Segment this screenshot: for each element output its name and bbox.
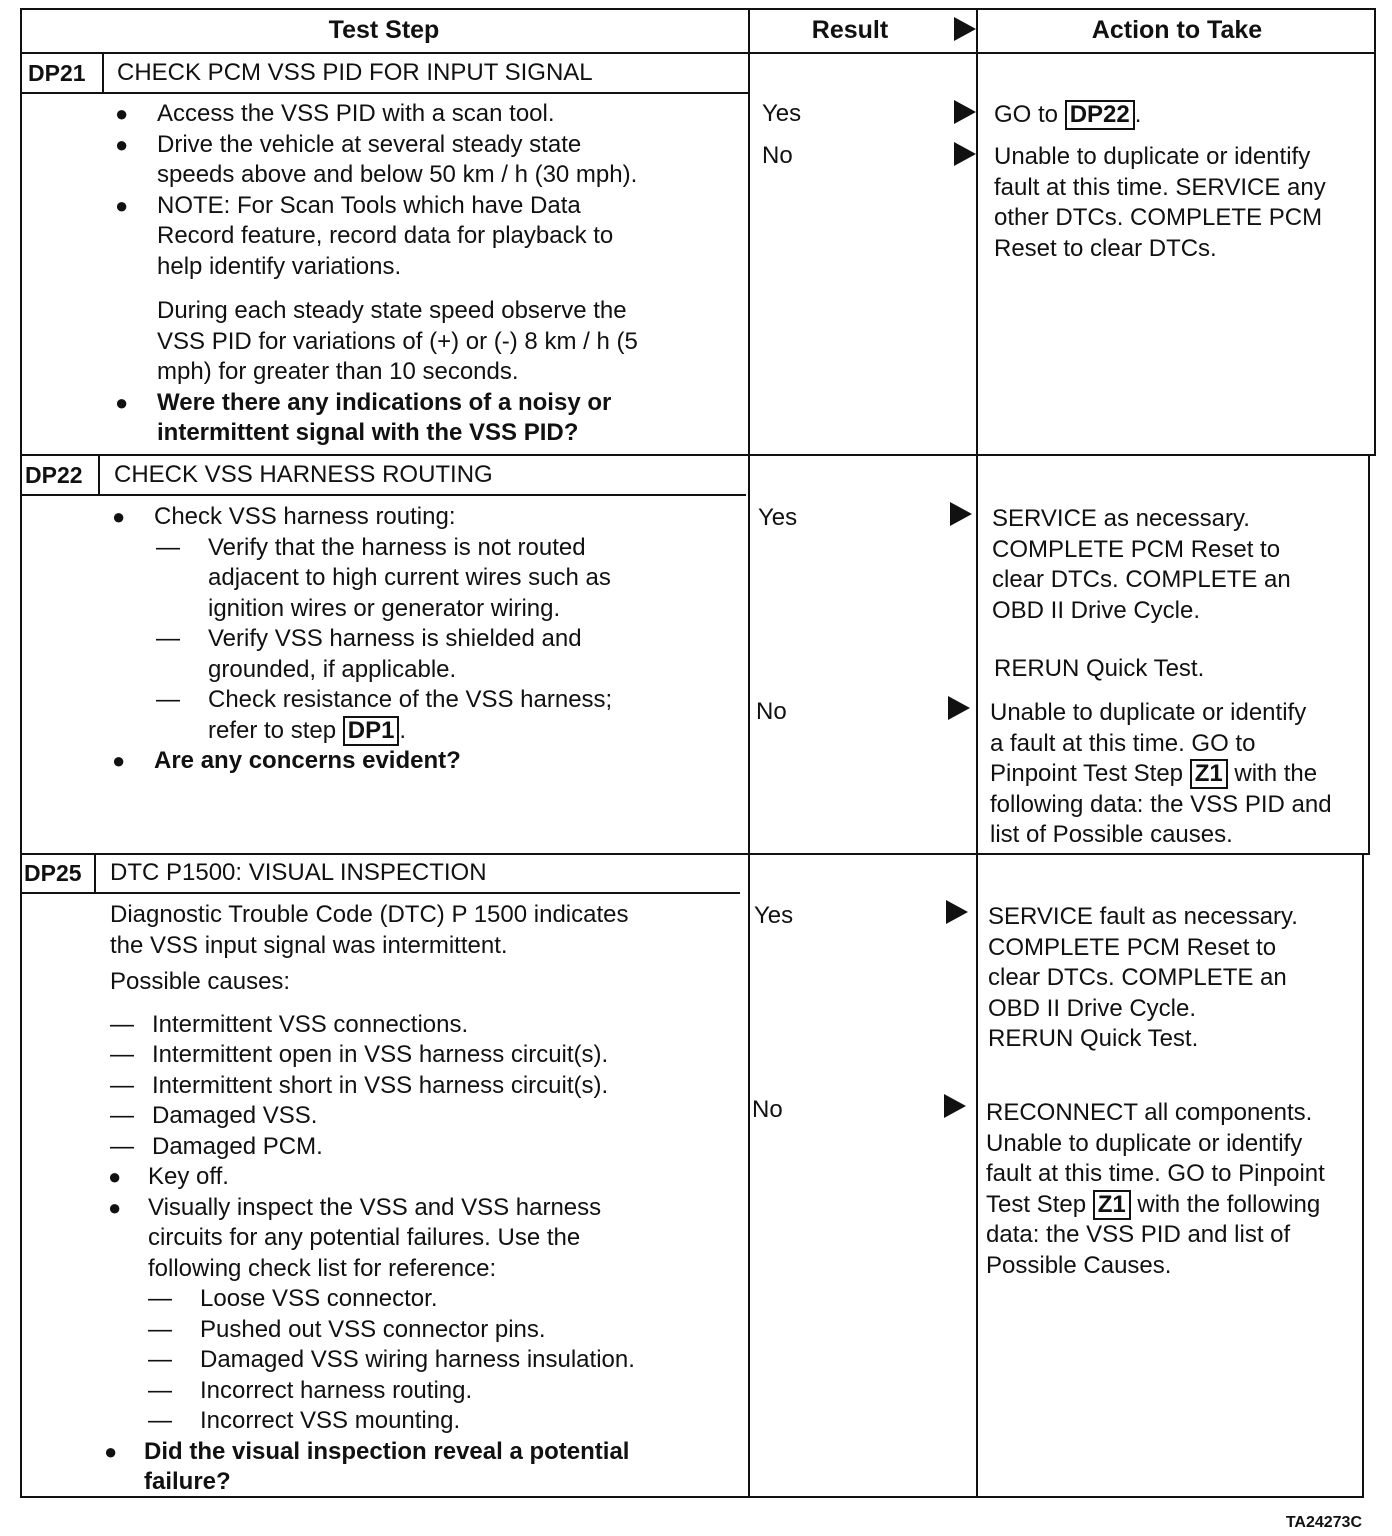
dp21-question-b: intermittent signal with the VSS PID? xyxy=(157,419,579,446)
dash-icon: — xyxy=(148,1407,172,1434)
dp25-no-line-6: Possible Causes. xyxy=(986,1251,1172,1279)
dp21-step-1: Access the VSS PID with a scan tool. xyxy=(157,100,555,127)
z1-ref-box: Z1 xyxy=(1093,1190,1131,1220)
bullet-icon: ● xyxy=(108,1164,122,1189)
header-action: Action to Take xyxy=(1091,16,1263,44)
dash-icon: — xyxy=(110,1010,134,1038)
bullet-icon: ● xyxy=(104,1438,118,1464)
dp25-no-arrow-icon xyxy=(944,1094,966,1118)
dp21-result-yes: Yes xyxy=(762,100,802,127)
dp22-step-1: Check VSS harness routing: xyxy=(154,503,456,530)
dp22-yes-line-1: SERVICE as necessary. xyxy=(992,505,1250,532)
dp25-step-2a: Visually inspect the VSS and VSS harness xyxy=(148,1193,602,1221)
dash-icon: — xyxy=(110,1132,134,1160)
dp21-title-underline xyxy=(20,92,750,94)
header-bottom-border xyxy=(20,52,1376,54)
dp22-check-2a: Verify VSS harness is shielded and xyxy=(208,625,582,652)
dp22-bottom-border xyxy=(20,853,1370,855)
dp25-no-line-4 xyxy=(986,1190,1364,1221)
dash-icon: — xyxy=(148,1346,172,1373)
dp22-yes-line-2: COMPLETE PCM Reset to xyxy=(992,535,1281,563)
dp25-cause-3: Intermittent short in VSS harness circuit(s). xyxy=(152,1071,609,1099)
dash-icon: — xyxy=(156,533,180,561)
result-column-divider xyxy=(748,8,750,1498)
table-top-border xyxy=(20,8,1376,10)
dp22-yes-line-4: OBD II Drive Cycle. xyxy=(992,596,1201,624)
dp25-no-line-5: data: the VSS PID and list of xyxy=(986,1221,1291,1248)
dp25-cause-4: Damaged VSS. xyxy=(152,1102,318,1129)
dp25-id-divider xyxy=(94,853,96,894)
dp22-question: Are any concerns evident? xyxy=(154,747,461,774)
bullet-icon: ● xyxy=(115,101,129,126)
dp22-no-line-1: Unable to duplicate or identify xyxy=(990,699,1307,726)
dp25-cause-2: Intermittent open in VSS harness circuit(s). xyxy=(152,1041,609,1068)
dp22-no-arrow-icon xyxy=(948,696,970,720)
dp25-no-line-1: RECONNECT all components. xyxy=(986,1099,1313,1126)
dp22-check-1c: ignition wires or generator wiring. xyxy=(208,594,561,622)
dp21-result-no: No xyxy=(762,142,793,169)
dash-icon: — xyxy=(110,1041,134,1068)
dp25-check-2: Pushed out VSS connector pins. xyxy=(200,1315,546,1343)
bullet-icon: ● xyxy=(112,748,126,773)
dp21-bottom-border xyxy=(20,454,1376,456)
header-arrow-icon xyxy=(954,17,976,41)
dp22-result-no: No xyxy=(756,698,787,725)
dp22-action-no xyxy=(990,698,1368,851)
dp21-goto-label: GO to xyxy=(994,101,1059,128)
bullet-icon: ● xyxy=(115,131,129,157)
dp25-title: DTC P1500: VISUAL INSPECTION xyxy=(110,859,487,886)
dp22-no-line-3 xyxy=(990,759,1368,790)
dp22-title-underline xyxy=(20,494,746,496)
dp25-yes-line-5: RERUN Quick Test. xyxy=(988,1025,1199,1052)
dash-icon: — xyxy=(156,625,180,652)
header-result: Result xyxy=(811,16,889,44)
dp21-no-line-1: Unable to duplicate or identify xyxy=(994,143,1311,170)
dp22-yes-arrow-icon xyxy=(950,502,972,526)
dp25-check-1: Loose VSS connector. xyxy=(200,1285,438,1312)
figure-code: TA24273C xyxy=(1285,1514,1362,1531)
dp25-cause-1: Intermittent VSS connections. xyxy=(152,1010,469,1038)
dp22-result-yes: Yes xyxy=(758,504,798,531)
dash-icon: — xyxy=(110,1071,134,1099)
dp25-check-4: Incorrect harness routing. xyxy=(200,1376,473,1404)
dp22-check-3a: Check resistance of the VSS harness; xyxy=(208,686,613,713)
dp21-action-no xyxy=(994,142,1372,264)
dash-icon: — xyxy=(110,1102,134,1129)
dp21-yes-arrow-icon xyxy=(954,100,976,124)
left-border xyxy=(20,8,22,1498)
dp22-id: DP22 xyxy=(25,462,83,488)
dp25-question-a: Did the visual inspection reveal a potential xyxy=(144,1437,630,1465)
dp21-para-3: mph) for greater than 10 seconds. xyxy=(157,358,519,385)
dp21-goto-suffix: . xyxy=(1134,101,1142,128)
bullet-icon: ● xyxy=(115,192,129,218)
dp25-yes-line-3: clear DTCs. COMPLETE an xyxy=(988,964,1287,991)
dash-icon: — xyxy=(148,1376,172,1404)
dp25-action-no xyxy=(986,1098,1364,1281)
dp21-no-line-4: Reset to clear DTCs. xyxy=(994,234,1217,262)
dp22-check-3-suffix: . xyxy=(399,716,407,744)
dp25-intro-1: Diagnostic Trouble Code (DTC) P 1500 indicates xyxy=(110,901,629,928)
dp21-note-a: NOTE: For Scan Tools which have Data xyxy=(157,191,581,219)
header-test-step: Test Step xyxy=(328,16,440,44)
dp22-no-line-3-pre: Pinpoint Test Step xyxy=(990,760,1184,787)
dp25-question-b: failure? xyxy=(144,1468,231,1495)
dp25-no-line-4-post: with the following xyxy=(1137,1190,1321,1218)
dp21-step-2b: speeds above and below 50 km / h (30 mph). xyxy=(157,161,638,188)
dp25-step-2b: circuits for any potential failures. Use the xyxy=(148,1224,581,1251)
dp21-id-divider xyxy=(102,52,104,94)
dp22-yes-line-5: RERUN Quick Test. xyxy=(994,655,1205,682)
dp25-intro-2: the VSS input signal was intermittent. xyxy=(110,931,508,959)
dp22-no-line-5: list of Possible causes. xyxy=(990,821,1233,848)
dp25-yes-arrow-icon xyxy=(946,900,968,924)
bullet-icon: ● xyxy=(108,1194,122,1220)
dp21-para-2: VSS PID for variations of (+) or (-) 8 km / h (5 xyxy=(157,327,638,355)
dp21-action-yes xyxy=(994,100,1372,131)
dp21-title: CHECK PCM VSS PID FOR INPUT SIGNAL xyxy=(117,59,593,86)
dp25-action-yes xyxy=(988,902,1366,1055)
dp1-ref-box: DP1 xyxy=(343,716,400,746)
dash-icon: — xyxy=(148,1315,172,1343)
dp22-title: CHECK VSS HARNESS ROUTING xyxy=(114,461,493,488)
dp21-note-c: help identify variations. xyxy=(157,252,402,280)
action-column-divider xyxy=(976,8,978,1498)
dp25-step-1: Key off. xyxy=(148,1163,229,1190)
dp21-step-2a: Drive the vehicle at several steady state xyxy=(157,130,582,158)
dp25-id: DP25 xyxy=(24,860,82,886)
dp25-no-line-2: Unable to duplicate or identify xyxy=(986,1129,1303,1157)
z1-ref-box: Z1 xyxy=(1190,759,1228,789)
bullet-icon: ● xyxy=(112,504,126,529)
dp21-id: DP21 xyxy=(28,60,86,86)
dp22-check-1b: adjacent to high current wires such as xyxy=(208,564,611,591)
dp22-check-3b: refer to step xyxy=(208,716,337,744)
dp25-yes-line-1: SERVICE fault as necessary. xyxy=(988,903,1298,930)
dash-icon: — xyxy=(148,1285,172,1312)
dp25-step-2c: following check list for reference: xyxy=(148,1254,497,1282)
dp22-check-1a: Verify that the harness is not routed xyxy=(208,533,586,561)
dp22-no-line-2: a fault at this time. GO to xyxy=(990,729,1256,757)
dp25-result-yes: Yes xyxy=(754,902,794,929)
dp22-check-2b: grounded, if applicable. xyxy=(208,655,457,683)
right-border-top xyxy=(1374,8,1376,454)
dp22-action-yes xyxy=(992,504,1370,685)
dp25-result-no: No xyxy=(752,1096,783,1123)
dp25-no-line-3: fault at this time. GO to Pinpoint xyxy=(986,1160,1325,1187)
dp22-yes-line-3: clear DTCs. COMPLETE an xyxy=(992,566,1291,593)
dp22-no-line-3-post: with the xyxy=(1234,760,1318,787)
dp21-no-line-3: other DTCs. COMPLETE PCM xyxy=(994,204,1323,231)
dp22-id-divider xyxy=(98,454,100,496)
dash-icon: — xyxy=(156,686,180,713)
dp25-yes-line-2: COMPLETE PCM Reset to xyxy=(988,933,1277,961)
dp25-no-line-4-pre: Test Step xyxy=(986,1190,1087,1218)
dp21-body xyxy=(115,99,745,449)
dp22-no-line-4: following data: the VSS PID and xyxy=(990,790,1332,818)
dp25-body xyxy=(104,900,746,1498)
dp25-cause-5: Damaged PCM. xyxy=(152,1132,323,1160)
dp25-check-3: Damaged VSS wiring harness insulation. xyxy=(200,1346,635,1373)
dp21-no-arrow-icon xyxy=(954,142,976,166)
dp22-body xyxy=(112,502,744,777)
dp25-yes-line-4: OBD II Drive Cycle. xyxy=(988,994,1197,1022)
dp25-check-5: Incorrect VSS mounting. xyxy=(200,1407,461,1434)
dp25-possible-causes: Possible causes: xyxy=(110,968,291,995)
dp21-para-1: During each steady state speed observe the xyxy=(157,297,627,324)
dp25-title-underline xyxy=(20,892,740,894)
dp21-note-b: Record feature, record data for playback to xyxy=(157,222,614,249)
dp21-question-a: Were there any indications of a noisy or xyxy=(157,388,612,416)
dp22-ref-box: DP22 xyxy=(1065,100,1135,130)
dp21-no-line-2: fault at this time. SERVICE any xyxy=(994,173,1326,201)
bullet-icon: ● xyxy=(115,389,129,415)
